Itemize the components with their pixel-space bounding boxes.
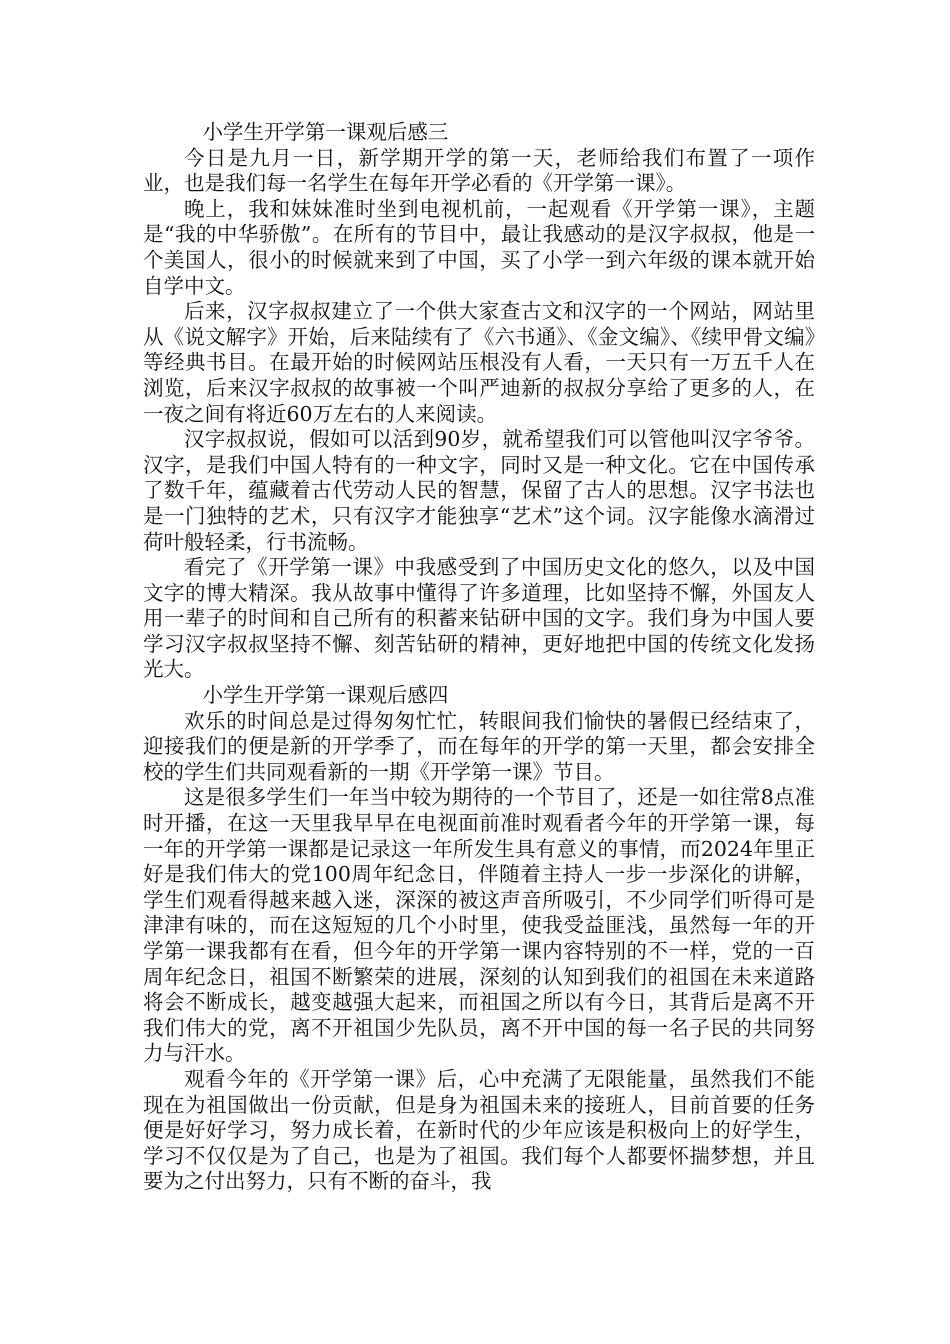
- paragraph: 晚上，我和妹妹准时坐到电视机前，一起观看《开学第一课》，主题是“我的中华骄傲”。在所有的节目中，最让我感动的是汉字叔叔，他是一个美国人，很小的时候就来到了中国，买了小学一到六年级的课本就开始自学中文。: [143, 196, 815, 298]
- paragraph: 汉字叔叔说，假如可以活到90岁，就希望我们可以管他叫汉字爷爷。汉字，是我们中国人特有的一种文字，同时又是一种文化。它在中国传承了数千年，蕴藏着古代劳动人民的智慧，保留了古人的思想。汉字书法也是一门独特的艺术，只有汉字才能独享“艺术”这个词。汉字能像水滴滑过荷叶般轻柔，行书流畅。: [143, 427, 815, 554]
- section-heading: 小学生开学第一课观后感四: [202, 683, 449, 708]
- paragraph: 看完了《开学第一课》中我感受到了中国历史文化的悠久，以及中国文字的博大精深。我从故事中懂得了许多道理，比如坚持不懈，外国友人用一辈子的时间和自己所有的积蓄来钻研中国的文字。我们身为中国人要学习汉字叔叔坚持不懈、刻苦钻研的精神，更好地把中国的传统文化发扬光大。: [143, 555, 815, 682]
- paragraph: 观看今年的《开学第一课》后，心中充满了无限能量，虽然我们不能现在为祖国做出一份贡献，但是身为祖国未来的接班人，目前首要的任务便是好好学习，努力成长着，在新时代的少年应该是积极向上的好学生，学习不仅仅是为了自己，也是为了祖国。我们每个人都要怀揣梦想，并且要为之付出努力，只有不断的奋斗，我: [143, 1066, 815, 1194]
- paragraph: 后来，汉字叔叔建立了一个供大家查古文和汉字的一个网站，网站里从《说文解字》开始，后来陆续有了《六书通》、《金文编》、《续甲骨文编》等经典书目。在最开始的时候网站压根没有人看，一天只有一万五千人在浏览，后来汉字叔叔的故事被一个叫严迪新的叔叔分享给了更多的人，在一夜之间有将近60万左右的人来阅读。: [143, 299, 815, 426]
- paragraph: 欢乐的时间总是过得匆匆忙忙，转眼间我们愉快的暑假已经结束了，迎接我们的便是新的开学季了，而在每年的开学的第一天里，都会安排全校的学生们共同观看新的一期《开学第一课》节目。: [143, 708, 815, 784]
- paragraph: 今日是九月一日，新学期开学的第一天，老师给我们布置了一项作业，也是我们每一名学生在每年开学必看的《开学第一课》。: [143, 145, 815, 196]
- document-body: [143, 120, 815, 1195]
- section-heading: 小学生开学第一课观后感三: [202, 120, 449, 144]
- paragraph: 这是很多学生们一年当中较为期待的一个节目了，还是一如往常8点准时开播，在这一天里我早早在电视面前准时观看者今年的开学第一课，每一年的开学第一课都是记录这一年所发生具有意义的事情，而2024年里正好是我们伟大的党100周年纪念日，伴随着主持人一步一步深化的讲解，学生们观看得越来越入迷，深深的被这声音所吸引，不少同学们听得可是津津有味的，而在这短短的几个小时里，使我受益匪浅，虽然每一年的开学第一课我都有在看，但今年的开学第一课内容特别的不一样，党的一百周年纪念日，祖国不断繁荣的进展，深刻的认知到我们的祖国在未来道路将会不断成长，越变越强大起来，而祖国之所以有今日，其背后是离不开我们伟大的党，离不开祖国少先队员，离不开中国的每一名子民的共同努力与汗水。: [143, 785, 815, 1066]
